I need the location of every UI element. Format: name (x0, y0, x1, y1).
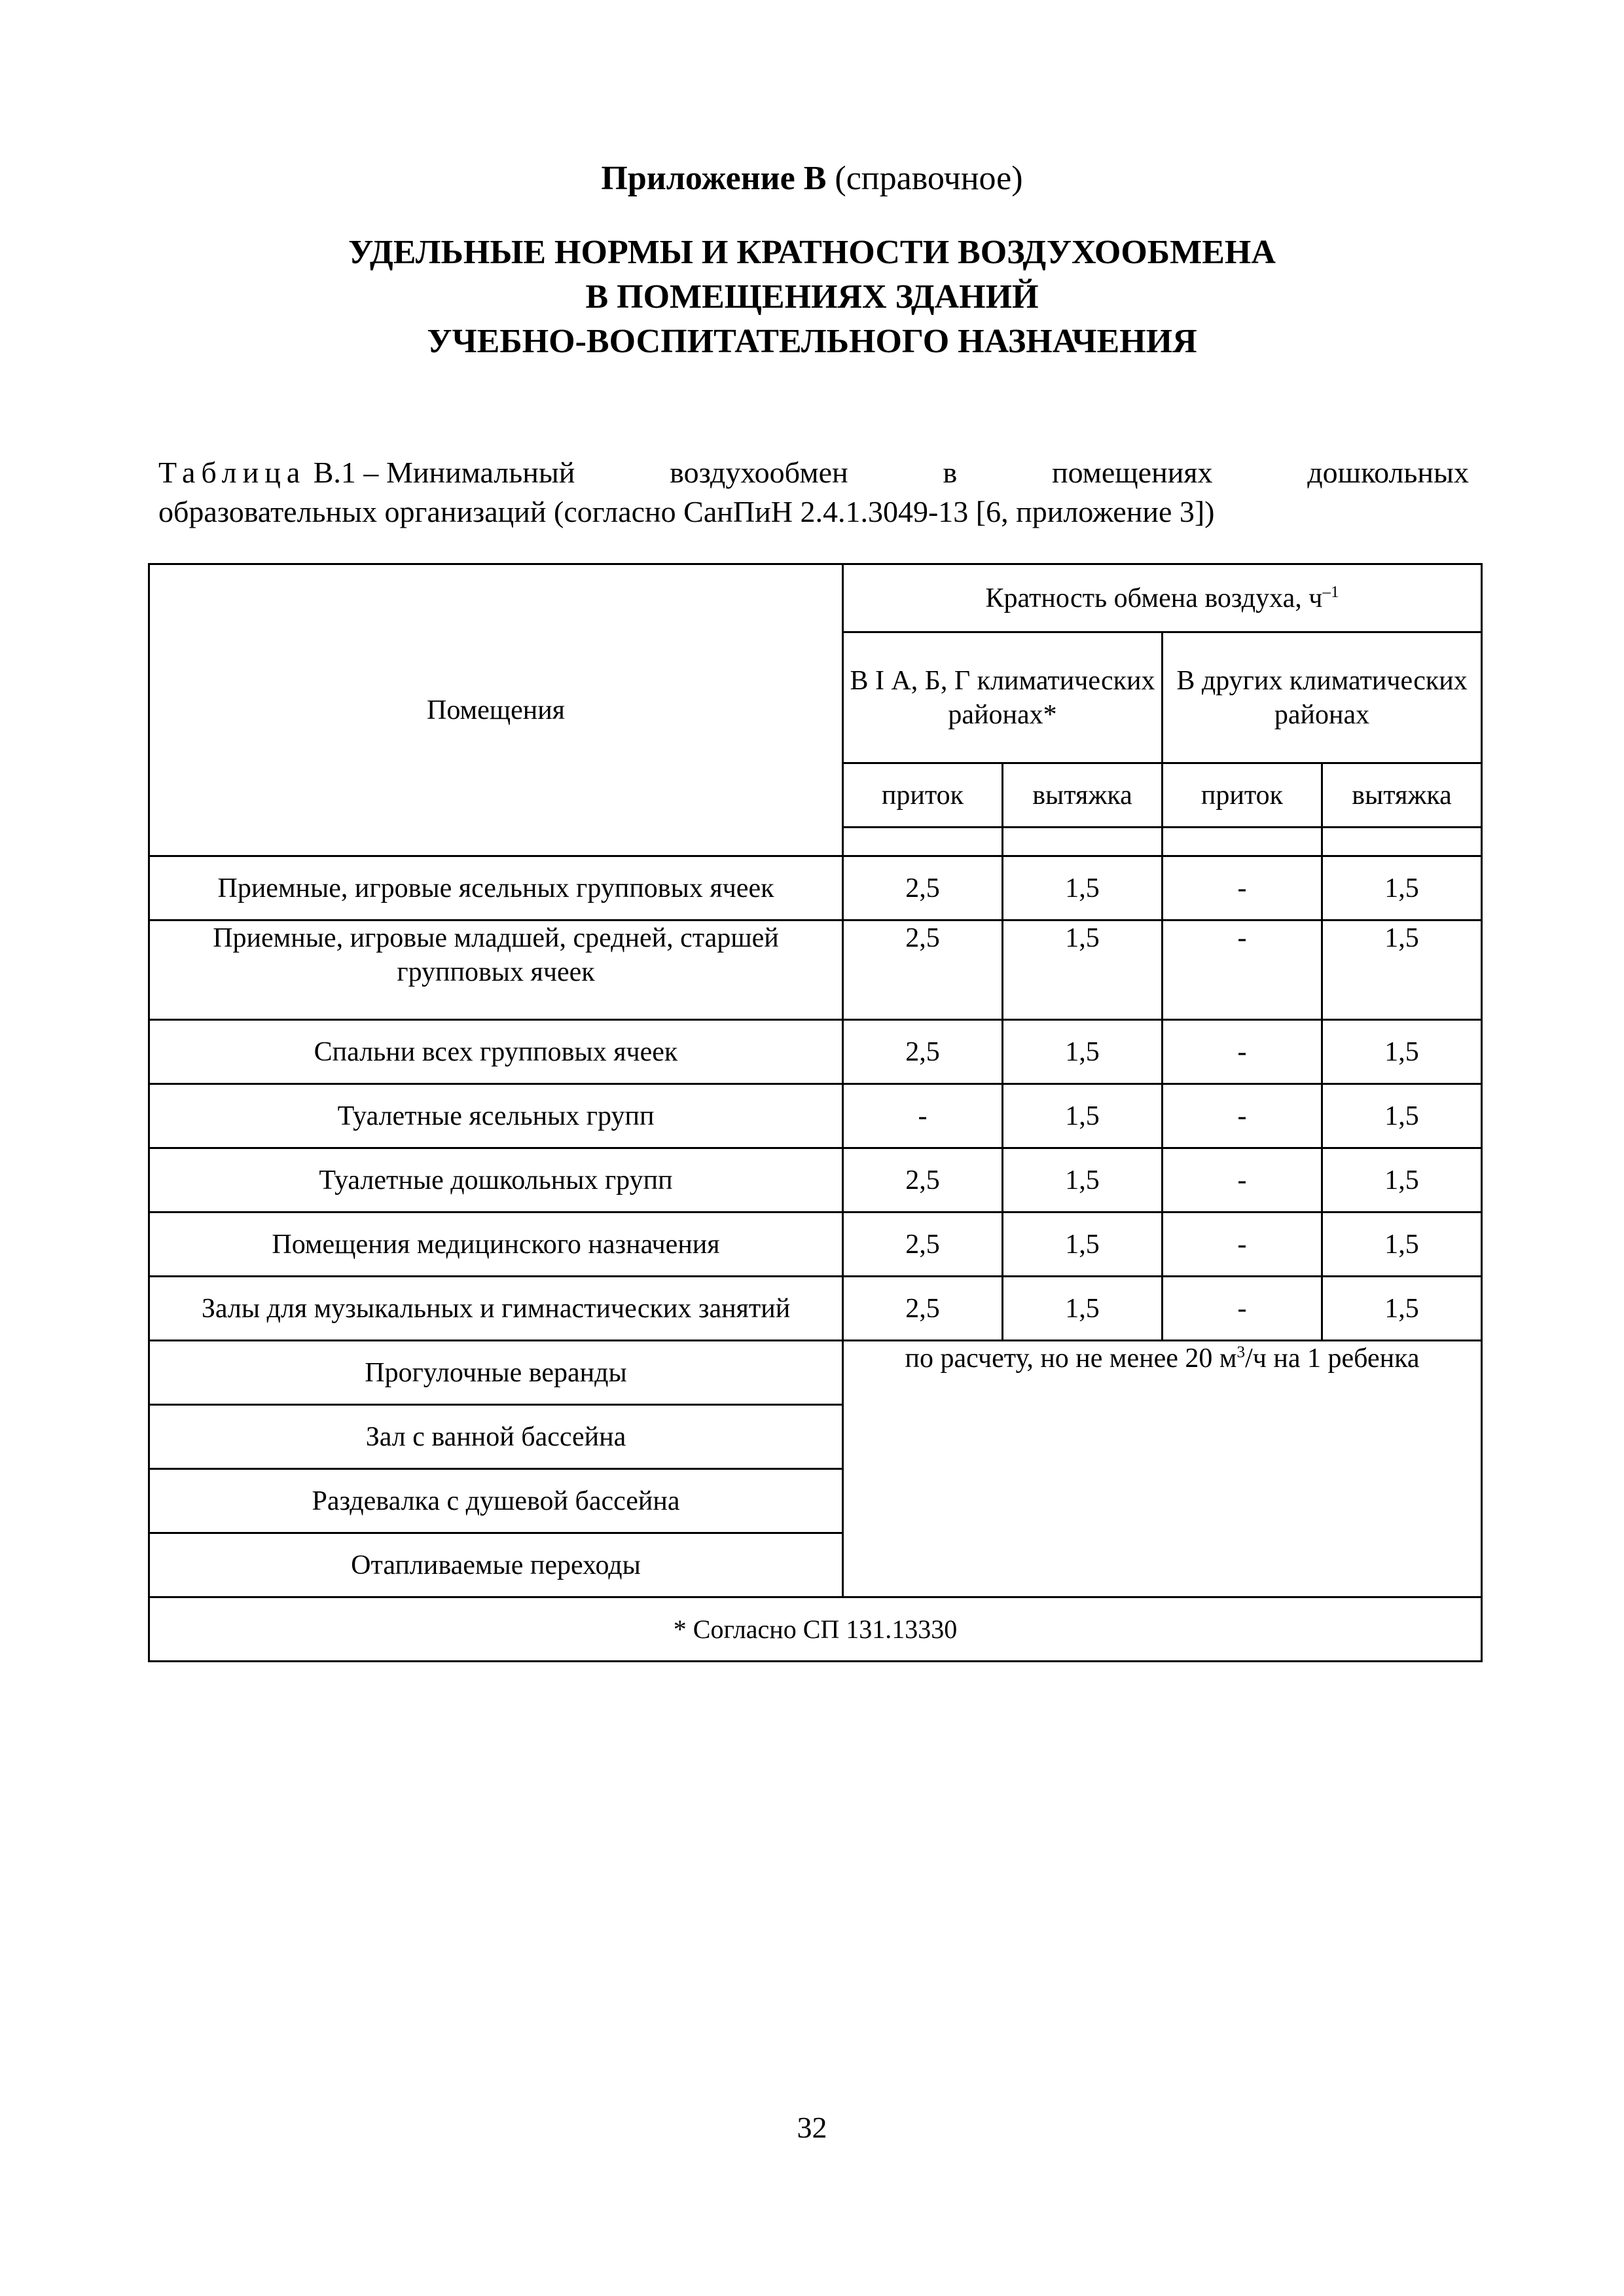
appendix-title (0, 156, 1624, 202)
exhaust-a-value: 1,5 (1003, 1020, 1163, 1084)
exhaust-a-value: 1,5 (1003, 920, 1163, 1020)
supply-a-value: 2,5 (843, 1020, 1003, 1084)
supply-b-value: - (1163, 1084, 1322, 1148)
exhaust-b-value: 1,5 (1322, 1084, 1482, 1148)
table-footnote: * Согласно СП 131.13330 (149, 1597, 1482, 1662)
heading-line-3: УЧЕБНО-ВОСПИТАТЕЛЬНОГО НАЗНАЧЕНИЯ (427, 323, 1197, 360)
caption-word-3: в (943, 456, 958, 489)
header-exhaust-a: вытяжка (1003, 763, 1163, 828)
header-rooms: Помещения (149, 564, 843, 856)
supply-a-value: 2,5 (843, 1148, 1003, 1212)
header-group-climate-other: В других климатических районах (1163, 632, 1482, 763)
spacer-cell (1322, 828, 1482, 856)
caption-prefix: Таблица (158, 456, 306, 489)
supply-a-value: 2,5 (843, 920, 1003, 1020)
supply-b-value: - (1163, 920, 1322, 1020)
spacer-cell (1163, 828, 1322, 856)
caption-word-4: помещениях (1051, 456, 1213, 489)
room-name: Раздевалка с душевой бассейна (149, 1469, 843, 1533)
supply-b-value: - (1163, 1277, 1322, 1341)
supply-b-value: - (1163, 1020, 1322, 1084)
supply-a-value: 2,5 (843, 1212, 1003, 1277)
exhaust-b-value: 1,5 (1322, 1212, 1482, 1277)
caption-line-2: образовательных организаций (согласно СанПиН 2.4.1.3049-13 [6, приложение 3]) (158, 495, 1215, 528)
header-exhaust-b: вытяжка (1322, 763, 1482, 828)
exhaust-b-value: 1,5 (1322, 856, 1482, 920)
supply-b-value: - (1163, 856, 1322, 920)
header-group-climate-a: В I А, Б, Г климатических районах* (843, 632, 1163, 763)
caption-word-5: дошкольных (1307, 456, 1469, 489)
table-row (149, 1084, 1482, 1148)
spacer-cell (1003, 828, 1163, 856)
room-name: Спальни всех групповых ячеек (149, 1020, 843, 1084)
supply-b-value: - (1163, 1212, 1322, 1277)
caption-number: В.1 – (313, 456, 379, 489)
exhaust-b-value: 1,5 (1322, 920, 1482, 1020)
table-row (149, 920, 1482, 1020)
exhaust-a-value: 1,5 (1003, 1084, 1163, 1148)
room-name: Прогулочные веранды (149, 1341, 843, 1405)
appendix-label: Приложение В (601, 160, 827, 197)
table-row (149, 856, 1482, 920)
room-name: Отапливаемые переходы (149, 1533, 843, 1597)
table-row (149, 1212, 1482, 1277)
caption-word-2: воздухообмен (670, 456, 848, 489)
calculation-note-text: по расчету, но не менее 20 м (905, 1343, 1237, 1374)
supply-a-value: 2,5 (843, 1277, 1003, 1341)
exhaust-a-value: 1,5 (1003, 1277, 1163, 1341)
appendix-note: (справочное) (835, 160, 1023, 197)
exhaust-a-value: 1,5 (1003, 1148, 1163, 1212)
table-row (149, 1341, 1482, 1405)
room-name: Туалетные дошкольных групп (149, 1148, 843, 1212)
room-name: Туалетные ясельных групп (149, 1084, 843, 1148)
room-name: Приемные, игровые ясельных групповых ячеек (149, 856, 843, 920)
exhaust-b-value: 1,5 (1322, 1020, 1482, 1084)
exhaust-b-value: 1,5 (1322, 1277, 1482, 1341)
table-row (149, 1277, 1482, 1341)
exhaust-a-value: 1,5 (1003, 856, 1163, 920)
header-supply-b: приток (1163, 763, 1322, 828)
supply-a-value: - (843, 1084, 1003, 1148)
heading-line-1: УДЕЛЬНЫЕ НОРМЫ И КРАТНОСТИ ВОЗДУХООБМЕНА (348, 234, 1276, 271)
calculation-note (843, 1341, 1482, 1597)
calculation-note-text-end: /ч на 1 ребенка (1245, 1343, 1420, 1374)
room-name: Помещения медицинского назначения (149, 1212, 843, 1277)
air-exchange-table (148, 563, 1483, 1662)
page-number: 32 (797, 2111, 827, 2144)
room-name: Приемные, игровые младшей, средней, старшей групповых ячеек (149, 920, 843, 1020)
header-supply-a: приток (843, 763, 1003, 828)
calculation-note-exponent: 3 (1236, 1343, 1246, 1361)
header-air-rate (843, 564, 1482, 632)
supply-a-value: 2,5 (843, 856, 1003, 920)
exhaust-b-value: 1,5 (1322, 1148, 1482, 1212)
section-heading (0, 230, 1624, 364)
table-row (149, 1148, 1482, 1212)
table-caption (158, 453, 1469, 532)
exhaust-a-value: 1,5 (1003, 1212, 1163, 1277)
header-air-rate-exponent: –1 (1322, 583, 1339, 601)
spacer-cell (843, 828, 1003, 856)
header-air-rate-text: Кратность обмена воздуха, ч (985, 583, 1323, 613)
room-name: Залы для музыкальных и гимнастических занятий (149, 1277, 843, 1341)
supply-b-value: - (1163, 1148, 1322, 1212)
room-name: Зал с ванной бассейна (149, 1405, 843, 1469)
heading-line-2: В ПОМЕЩЕНИЯХ ЗДАНИЙ (585, 278, 1039, 316)
table-row (149, 1020, 1482, 1084)
caption-word-1: Минимальный (386, 456, 575, 489)
